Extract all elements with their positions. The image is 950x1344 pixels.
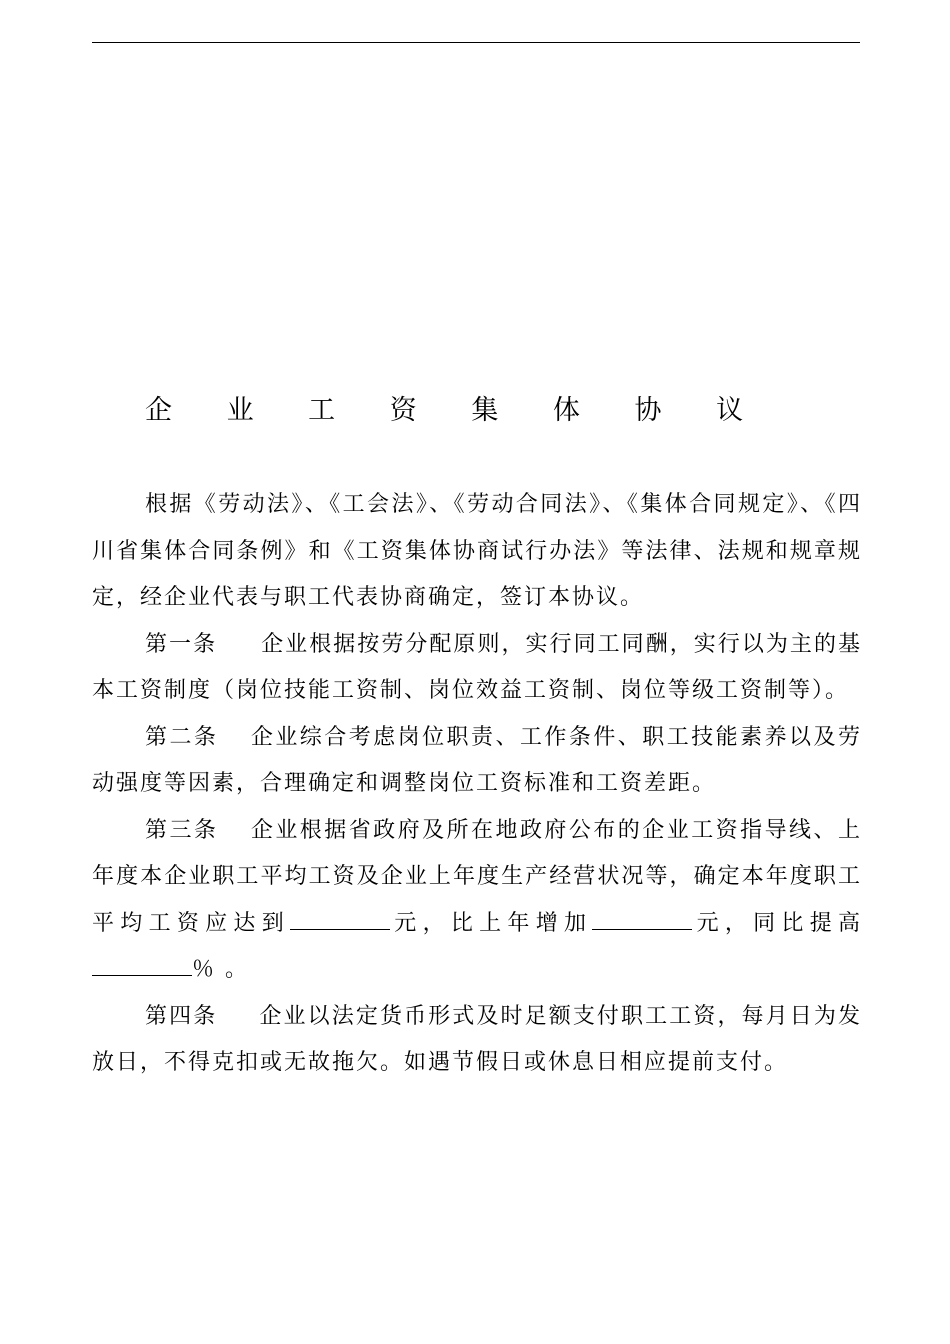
document-body: [92, 482, 862, 1087]
article-4-text: 企业以法定货币形式及时足额支付职工工资，每月日为发放日，不得克扣或无故拖欠。如遇节假日或休息日相应提前支付。: [92, 1003, 862, 1075]
article-1-number: 第一条: [145, 631, 218, 657]
growth-rate-blank[interactable]: [92, 953, 192, 976]
article-3-text-1: 企业根据省政府及所在地政府公布的企业工资指导线、上年度本企业职工平均工资及企业上年度生产经营状况等，确定本年度职工平均工资应达到: [92, 817, 862, 936]
article-4-number: 第四条: [145, 1003, 218, 1029]
article-2-text: 企业综合考虑岗位职责、工作条件、职工技能素养以及劳动强度等因素，合理确定和调整岗位工资标准和工资差距。: [92, 724, 862, 796]
article-3: [92, 808, 862, 994]
preamble-paragraph: 根据《劳动法》、《工会法》、《劳动合同法》、《集体合同规定》、《四川省集体合同条例》和《工资集体协商试行办法》等法律、法规和规章规定，经企业代表与职工代表协商确定，签订本协议。: [92, 492, 862, 610]
header-rule: [92, 42, 860, 43]
average-wage-blank[interactable]: [290, 907, 390, 930]
article-3-text-2: 元，比上年增加: [390, 910, 593, 936]
article-3-text-4: ％ 。: [192, 957, 249, 982]
document-title: 企 业 工 资 集 体 协 议: [145, 395, 767, 426]
article-1-text: 企业根据按劳分配原则，实行同工同酬，实行以为主的基本工资制度（岗位技能工资制、岗位效益工资制、岗位等级工资制等）。: [92, 631, 862, 703]
article-2-number: 第二条: [145, 724, 219, 750]
article-3-number: 第三条: [145, 817, 219, 843]
article-2: [92, 715, 862, 808]
article-3-text-3: 元，同比提高: [692, 910, 862, 936]
wage-increase-blank[interactable]: [592, 907, 692, 930]
article-4: [92, 994, 862, 1087]
article-1: [92, 622, 862, 715]
